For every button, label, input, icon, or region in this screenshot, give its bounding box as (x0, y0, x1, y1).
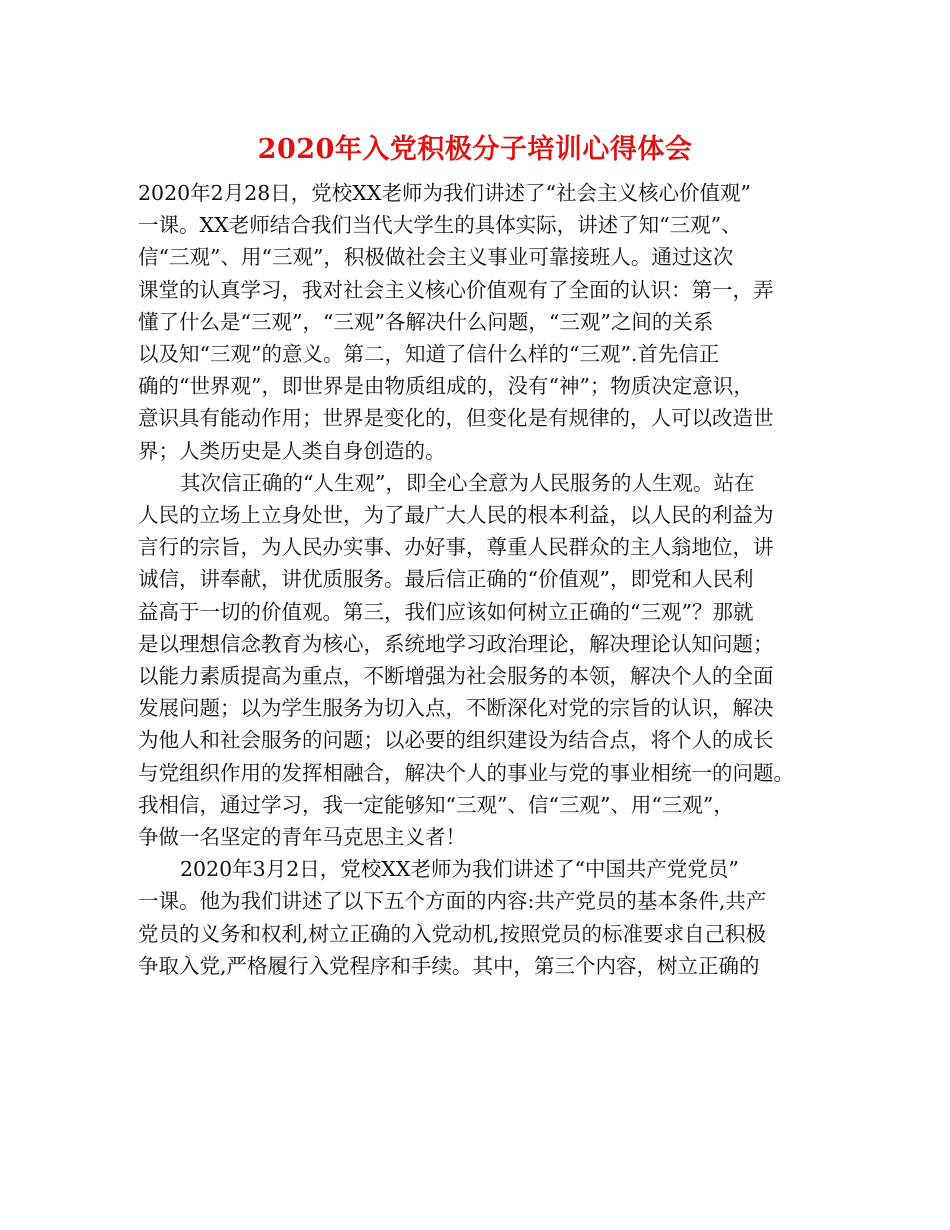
text-line: 一课。他为我们讲述了以下五个方面的内容:共产党员的基本条件,共产 (138, 889, 767, 914)
text-line: 发展问题；以为学生服务为切入点，不断深化对党的宗旨的认识，解决 (138, 696, 774, 721)
document-body (138, 177, 828, 982)
text-line: 争取入党,严格履行入党程序和手续。其中，第三个内容，树立正确的 (138, 953, 760, 978)
text-line: 懂了什么是“三观”，“三观”各解决什么问题，“三观”之间的关系 (138, 309, 714, 334)
paragraph-3 (138, 853, 828, 982)
text-line: 2020年3月2日，党校XX老师为我们讲述了“中国共产党党员” (180, 857, 739, 882)
paragraph-1 (138, 177, 828, 467)
text-line: 以能力素质提高为重点，不断增强为社会服务的本领，解决个人的全面 (138, 664, 774, 689)
text-line: 为他人和社会服务的问题；以必要的组织建设为结合点，将个人的成长 (138, 728, 774, 753)
text-line: 诚信，讲奉献，讲优质服务。最后信正确的“价值观”，即党和人民利 (138, 567, 754, 592)
document-title: 2020年入党积极分子培训心得体会 (257, 134, 693, 165)
text-line: 以及知“三观”的意义。第二，知道了信什么样的“三观”.首先信正 (138, 342, 720, 367)
text-line: 言行的宗旨，为人民办实事、办好事，尊重人民群众的主人翁地位，讲 (138, 535, 774, 560)
text-line: 党员的义务和权利,树立正确的入党动机,按照党员的标准要求自己积极 (138, 921, 767, 946)
text-line: 争做一名坚定的青年马克思主义者！ (138, 825, 466, 850)
text-line: 信“三观”、用“三观”，积极做社会主义事业可靠接班人。通过这次 (138, 245, 734, 270)
text-line: 界；人类历史是人类自身创造的。 (138, 438, 446, 463)
paragraph-2 (138, 467, 828, 853)
text-line: 我相信，通过学习，我一定能够知“三观”、信“三观”、用“三观”， (138, 792, 734, 817)
text-line: 意识具有能动作用；世界是变化的，但变化是有规律的，人可以改造世 (138, 406, 774, 431)
text-line: 是以理想信念教育为核心，系统地学习政治理论，解决理论认知问题； (138, 631, 774, 656)
text-line: 确的“世界观”，即世界是由物质组成的，没有“神”；物质决定意识， (138, 374, 754, 399)
text-line: 课堂的认真学习，我对社会主义核心价值观有了全面的认识：第一，弄 (138, 277, 774, 302)
text-line: 益高于一切的价值观。第三，我们应该如何树立正确的“三观”？那就 (138, 599, 754, 624)
text-line: 2020年2月28日，党校XX老师为我们讲述了“社会主义核心价值观” (138, 181, 751, 205)
text-line: 与党组织作用的发挥相融合，解决个人的事业与党的事业相统一的问题。 (138, 760, 794, 785)
text-line: 其次信正确的“人生观”，即全心全意为人民服务的人生观。站在 (180, 470, 755, 495)
text-line: 人民的立场上立身处世，为了最广大人民的根本利益，以人民的利益为 (138, 503, 774, 528)
text-line: 一课。XX老师结合我们当代大学生的具体实际，讲述了知“三观”、 (138, 213, 742, 238)
